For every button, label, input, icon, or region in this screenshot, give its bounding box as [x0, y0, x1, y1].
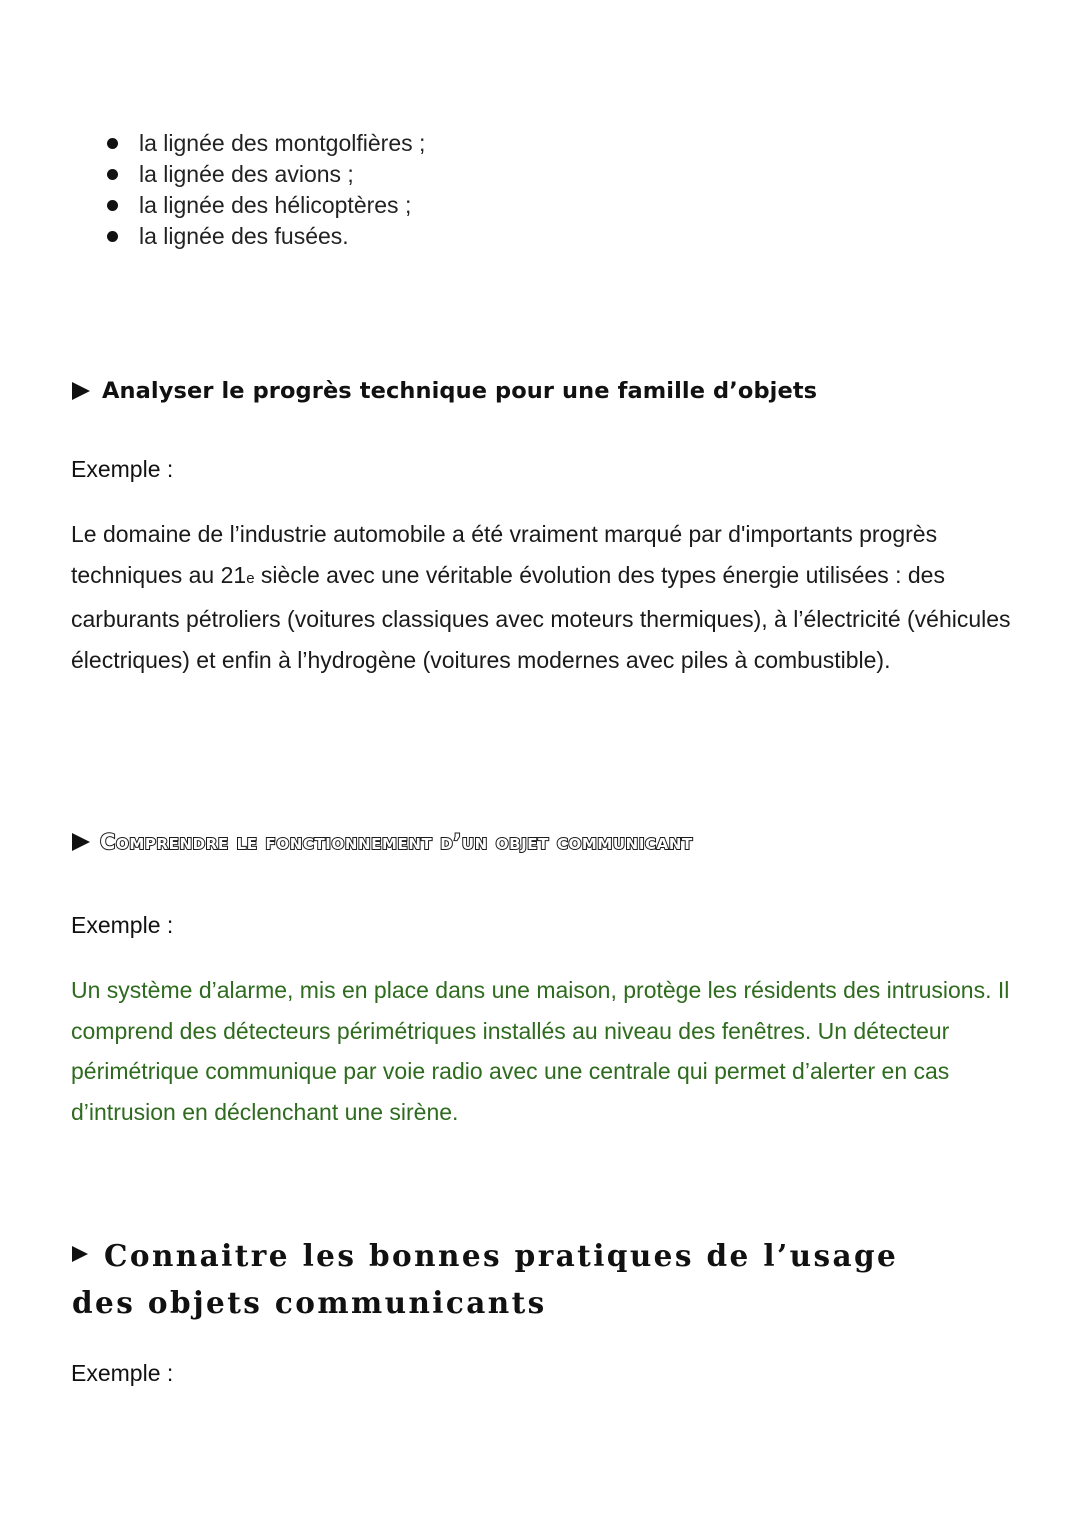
- ordinal-suffix: e: [246, 569, 255, 587]
- example-label: Exemple :: [71, 1360, 174, 1386]
- bullet-dot-icon: [107, 231, 118, 242]
- list-item-text: la lignée des hélicoptères ;: [139, 192, 412, 218]
- section-heading-progress: [72, 378, 817, 404]
- example-paragraph-alarm: Un système d’alarme, mis en place dans une maison, protège les résidents des intrusions. Il comprend des détecteurs périmétriques installés au niveau des fenêtres. Un détecteur périmétrique communique par voie radio avec une centrale qui permet d’alerter en cas d’intrusion en déclenchant une sirène.: [71, 977, 1010, 1125]
- section-heading-text: Comprendre le fonctionnement d’un objet communicant: [100, 830, 693, 854]
- paragraph-text: Le domaine de l’industrie automobile a été vraiment marqué par d'importants progrès techniques au 21: [71, 521, 938, 588]
- arrow-right-icon: [72, 1246, 88, 1262]
- list-item: [104, 190, 425, 221]
- list-item-text: la lignée des fusées.: [139, 223, 349, 249]
- list-item: [104, 159, 425, 190]
- example-label: Exemple :: [71, 456, 174, 482]
- bullet-dot-icon: [107, 169, 118, 180]
- bullet-dot-icon: [107, 138, 118, 149]
- section-heading-communicating-object: [72, 830, 693, 854]
- bullet-dot-icon: [107, 200, 118, 211]
- arrow-right-icon: [72, 833, 90, 851]
- section-heading-good-practices: [72, 1232, 972, 1326]
- paragraph-text: siècle avec une véritable évolution des types énergie utilisées : des carburants pétroliers (voitures classiques avec moteurs thermiques), à l’électricité (véhicules électriques) et enfin à l’hydrogène (voitures modernes avec piles à combustible).: [71, 561, 1011, 673]
- example-paragraph-automobile: [71, 514, 1011, 680]
- list-item-text: la lignée des montgolfières ;: [139, 130, 426, 156]
- arrow-right-icon: [72, 382, 90, 400]
- section-heading-text: Analyser le progrès technique pour une famille d’objets: [102, 378, 818, 404]
- list-item: [104, 128, 425, 159]
- example-label: Exemple :: [71, 912, 174, 938]
- lineage-list: [104, 128, 425, 252]
- section-heading-text: Connaitre les bonnes pratiques de l’usage des objets communicants: [72, 1238, 899, 1320]
- list-item: [104, 221, 425, 252]
- list-item-text: la lignée des avions ;: [139, 161, 354, 187]
